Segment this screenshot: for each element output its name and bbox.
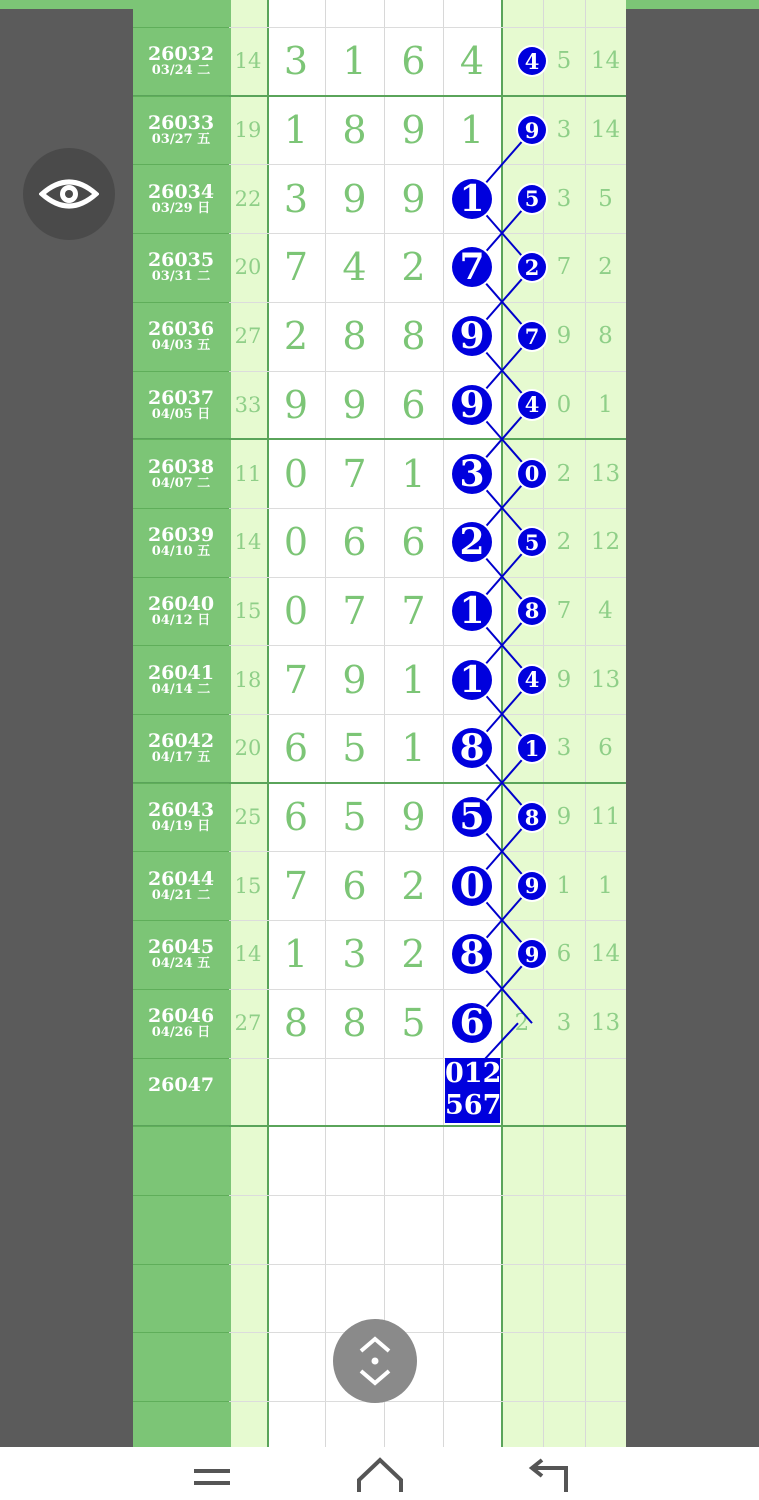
prediction-line: 012 — [445, 1058, 502, 1089]
digit-ball: 2 — [452, 522, 492, 562]
sum-value: 14 — [234, 942, 262, 967]
digit-value: 6 — [401, 39, 426, 84]
back-button[interactable] — [488, 1447, 608, 1500]
digit-value: 7 — [283, 245, 309, 290]
digit-value: 7 — [283, 863, 309, 908]
tail-ball: 5 — [518, 528, 546, 556]
digit-ball: 7 — [452, 247, 492, 287]
digit-value: 3 — [283, 176, 309, 221]
digit-value: 1 — [342, 39, 367, 84]
digit-value: 8 — [342, 1001, 367, 1046]
issue-date: 04/24 五 — [151, 956, 211, 972]
digit-value: 3 — [283, 39, 309, 84]
issue-number: 26046 — [147, 1005, 215, 1028]
trend-chart-board — [133, 0, 626, 1447]
stat-value: 1 — [598, 391, 613, 418]
issue-number: 26039 — [147, 524, 215, 547]
menu-button[interactable] — [152, 1447, 272, 1500]
issue-number: 26035 — [147, 249, 215, 272]
system-navigation-bar — [0, 1447, 759, 1500]
sum-value: 27 — [234, 1011, 262, 1036]
tail-value: 2 — [514, 1010, 530, 1037]
issue-number: 26033 — [147, 112, 215, 135]
digit-value: 1 — [401, 451, 426, 496]
stat-value: 1 — [556, 872, 572, 899]
digit-value: 9 — [342, 176, 367, 221]
digit-value: 9 — [401, 795, 426, 840]
issue-number: 26044 — [147, 867, 215, 890]
issue-date: 03/27 五 — [151, 132, 211, 148]
issue-date: 04/10 五 — [151, 544, 211, 560]
sum-value: 19 — [234, 118, 262, 143]
issue-number: 26041 — [147, 661, 215, 684]
stat-value: 7 — [556, 597, 572, 624]
stat-value: 6 — [598, 735, 613, 762]
menu-icon — [192, 1459, 232, 1489]
stat-value: 1 — [598, 872, 613, 899]
issue-number: 26040 — [147, 592, 215, 615]
back-icon — [526, 1456, 570, 1492]
next-issue-number: 26047 — [147, 1074, 215, 1096]
digit-value: 1 — [401, 726, 426, 771]
issue-date: 03/29 日 — [151, 200, 211, 216]
tail-ball: 2 — [518, 253, 546, 281]
stat-value: 3 — [556, 735, 572, 762]
sum-value: 33 — [234, 392, 262, 417]
home-button[interactable] — [320, 1447, 440, 1500]
stat-value: 6 — [556, 941, 572, 968]
tail-ball: 1 — [518, 734, 546, 762]
sum-value: 15 — [234, 873, 262, 898]
issue-date: 04/07 二 — [151, 475, 211, 491]
stat-value: 0 — [556, 391, 572, 418]
digit-ball: 9 — [452, 385, 492, 425]
digit-value: 5 — [342, 726, 367, 771]
digit-ball: 1 — [452, 591, 492, 631]
digit-ball: 1 — [452, 179, 492, 219]
tail-ball: 8 — [518, 803, 546, 831]
tail-ball: 9 — [518, 940, 546, 968]
stat-value: 2 — [556, 460, 572, 487]
issue-number: 26038 — [147, 455, 215, 478]
issue-date: 04/05 日 — [151, 406, 211, 422]
digit-value: 7 — [342, 451, 367, 496]
sum-value: 25 — [234, 805, 262, 830]
digit-value: 1 — [283, 932, 309, 977]
issue-date: 03/24 二 — [151, 63, 211, 79]
stat-value: 3 — [556, 117, 572, 144]
digit-value: 6 — [342, 863, 367, 908]
issue-number: 26045 — [147, 936, 215, 959]
sum-value: 14 — [234, 530, 262, 555]
digit-value: 1 — [283, 108, 309, 153]
digit-value: 3 — [342, 932, 367, 977]
issue-date: 04/17 五 — [151, 750, 211, 766]
stat-value: 9 — [556, 323, 572, 350]
home-icon — [355, 1456, 405, 1492]
stat-value: 8 — [598, 323, 613, 350]
digit-ball: 3 — [452, 454, 492, 494]
digit-value: 9 — [342, 657, 367, 702]
stat-value: 14 — [590, 48, 621, 75]
issue-date: 04/26 日 — [151, 1025, 211, 1041]
digit-value: 5 — [401, 1001, 426, 1046]
sum-value: 27 — [234, 324, 262, 349]
trend-link-lines — [133, 0, 626, 1447]
stat-value: 3 — [556, 1010, 572, 1037]
digit-value: 7 — [401, 588, 426, 633]
digit-ball: 8 — [452, 728, 492, 768]
digit-value: 8 — [342, 108, 367, 153]
stat-value: 5 — [598, 185, 613, 212]
digit-value: 1 — [401, 657, 426, 702]
issue-number: 26032 — [147, 43, 215, 66]
stat-value: 2 — [556, 529, 572, 556]
scroll-toggle-icon — [353, 1331, 397, 1391]
digit-value: 9 — [342, 382, 367, 427]
tail-ball: 4 — [518, 666, 546, 694]
stat-value: 13 — [590, 666, 621, 693]
digit-value: 2 — [283, 314, 309, 359]
issue-number: 26036 — [147, 318, 215, 341]
stat-value: 12 — [590, 529, 621, 556]
digit-value: 4 — [459, 39, 485, 84]
digit-value: 6 — [283, 795, 309, 840]
tail-ball: 8 — [518, 597, 546, 625]
issue-date: 04/21 二 — [151, 887, 211, 903]
digit-value: 9 — [401, 176, 426, 221]
stat-value: 4 — [598, 597, 613, 624]
digit-value: 8 — [342, 314, 367, 359]
issue-date: 04/12 日 — [151, 612, 211, 628]
stat-value: 13 — [590, 1010, 621, 1037]
sum-value: 22 — [234, 186, 262, 211]
digit-value: 6 — [401, 382, 426, 427]
digit-ball: 0 — [452, 866, 492, 906]
digit-value: 0 — [283, 520, 309, 565]
digit-ball: 6 — [452, 1003, 492, 1043]
digit-value: 9 — [401, 108, 426, 153]
scroll-toggle-button[interactable] — [333, 1319, 417, 1403]
digit-value: 9 — [283, 382, 309, 427]
issue-date: 04/14 二 — [151, 681, 211, 697]
digit-value: 1 — [459, 108, 485, 153]
digit-ball: 9 — [452, 316, 492, 356]
tail-ball: 4 — [518, 391, 546, 419]
stat-value: 5 — [556, 48, 572, 75]
digit-value: 0 — [283, 451, 309, 496]
prediction-box — [445, 1058, 500, 1123]
issue-date: 03/31 二 — [151, 269, 211, 285]
tail-ball: 9 — [518, 872, 546, 900]
stat-value: 2 — [598, 254, 613, 281]
tail-ball: 9 — [518, 116, 546, 144]
digit-ball: 5 — [452, 797, 492, 837]
sum-value: 15 — [234, 598, 262, 623]
digit-value: 6 — [283, 726, 309, 771]
tail-ball: 0 — [518, 460, 546, 488]
stat-value: 9 — [556, 666, 572, 693]
stat-value: 9 — [556, 804, 572, 831]
sum-value: 14 — [234, 49, 262, 74]
tail-ball: 7 — [518, 322, 546, 350]
digit-ball: 8 — [452, 934, 492, 974]
stat-value: 7 — [556, 254, 572, 281]
digit-value: 8 — [283, 1001, 309, 1046]
digit-value: 8 — [401, 314, 426, 359]
digit-value: 2 — [401, 863, 426, 908]
prediction-line: 567 — [445, 1090, 502, 1121]
issue-number: 26034 — [147, 180, 215, 203]
digit-value: 6 — [401, 520, 426, 565]
tail-ball: 4 — [518, 47, 546, 75]
digit-value: 2 — [401, 932, 426, 977]
tail-ball: 5 — [518, 185, 546, 213]
stat-value: 13 — [590, 460, 621, 487]
digit-value: 7 — [342, 588, 367, 633]
digit-ball: 1 — [452, 660, 492, 700]
digit-value: 6 — [342, 520, 367, 565]
issue-number: 26037 — [147, 386, 215, 409]
sum-value: 20 — [234, 255, 262, 280]
eye-icon — [39, 174, 99, 214]
digit-value: 7 — [283, 657, 309, 702]
issue-date: 04/03 五 — [151, 338, 211, 354]
sum-value: 18 — [234, 667, 262, 692]
stat-value: 3 — [556, 185, 572, 212]
sum-value: 11 — [234, 461, 262, 486]
stat-value: 14 — [590, 941, 621, 968]
issue-number: 26042 — [147, 730, 215, 753]
issue-date: 04/19 日 — [151, 819, 211, 835]
digit-value: 5 — [342, 795, 367, 840]
stat-value: 14 — [590, 117, 621, 144]
eye-toggle-button[interactable] — [23, 148, 115, 240]
issue-number: 26043 — [147, 799, 215, 822]
stat-value: 11 — [590, 804, 621, 831]
sum-value: 20 — [234, 736, 262, 761]
digit-value: 2 — [401, 245, 426, 290]
digit-value: 0 — [283, 588, 309, 633]
digit-value: 4 — [342, 245, 367, 290]
